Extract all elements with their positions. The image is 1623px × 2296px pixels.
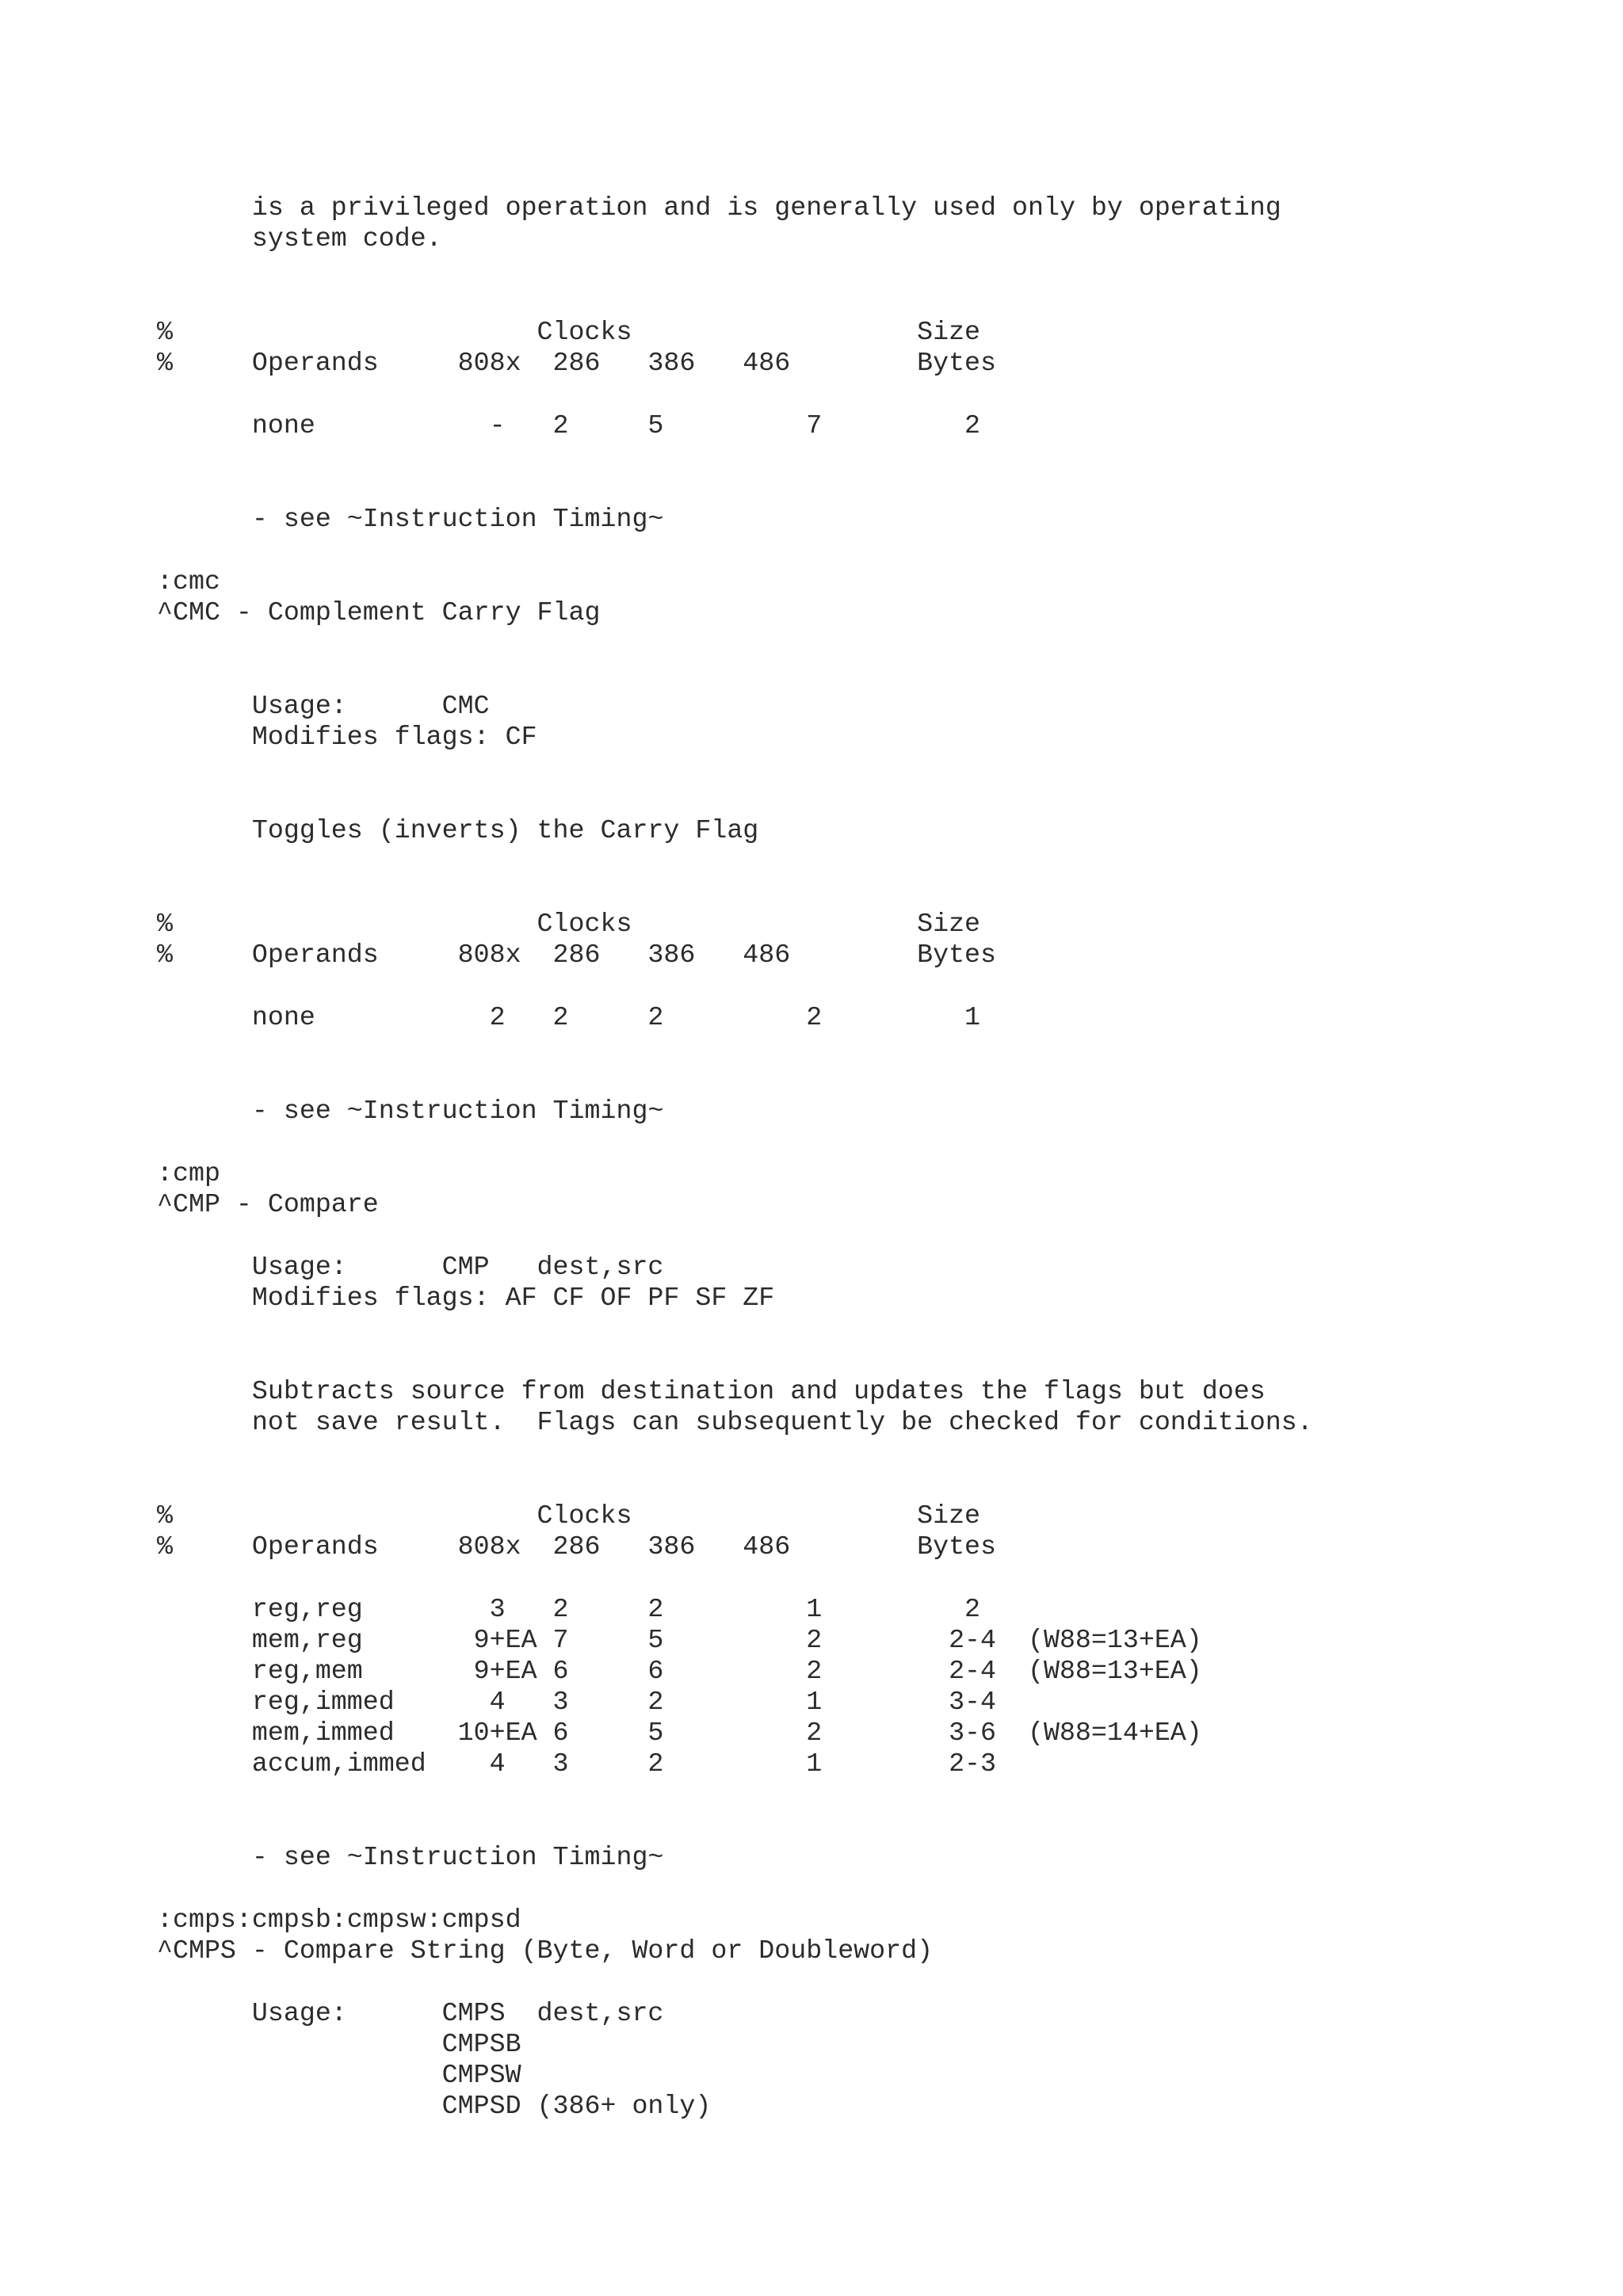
usage-line: CMPSD (386+ only) xyxy=(157,2091,712,2121)
description-line: Toggles (inverts) the Carry Flag xyxy=(157,815,759,845)
table-row: reg,reg 3 2 2 1 2 xyxy=(157,1594,981,1624)
topic-key: :cmc xyxy=(157,566,220,597)
table-row: reg,mem 9+EA 6 6 2 2-4 (W88=13+EA) xyxy=(157,1656,1202,1686)
see-also-link: - see ~Instruction Timing~ xyxy=(157,504,664,534)
usage-line: CMPSB xyxy=(157,2029,521,2059)
instruction-title: ^CMP - Compare xyxy=(157,1189,379,1219)
description-line: Subtracts source from destination and updates the flags but does xyxy=(157,1376,1266,1406)
topic-key: :cmps:cmpsb:cmpsw:cmpsd xyxy=(157,1905,521,1935)
usage-line: Usage: CMC xyxy=(157,691,490,721)
usage-line: CMPSW xyxy=(157,2060,521,2090)
text-line: system code. xyxy=(157,223,442,254)
usage-line: Usage: CMPS dest,src xyxy=(157,1998,664,2028)
table-header-operands: % Operands 808x 286 386 486 Bytes xyxy=(157,1531,997,1562)
table-header-operands: % Operands 808x 286 386 486 Bytes xyxy=(157,348,997,378)
instruction-title: ^CMPS - Compare String (Byte, Word or Doubleword) xyxy=(157,1936,934,1966)
instruction-title: ^CMC - Complement Carry Flag xyxy=(157,597,601,627)
table-header-clocks: % Clocks Size xyxy=(157,1501,981,1531)
description-line: not save result. Flags can subsequently be checked for conditions. xyxy=(157,1407,1313,1437)
table-row: accum,immed 4 3 2 1 2-3 xyxy=(157,1749,997,1779)
table-row: mem,reg 9+EA 7 5 2 2-4 (W88=13+EA) xyxy=(157,1625,1202,1655)
table-header-clocks: % Clocks Size xyxy=(157,317,981,347)
table-row: none - 2 5 7 2 xyxy=(157,410,981,441)
table-row: reg,immed 4 3 2 1 3-4 xyxy=(157,1687,997,1717)
text-line: is a privileged operation and is generally used only by operating xyxy=(157,193,1281,223)
see-also-link: - see ~Instruction Timing~ xyxy=(157,1842,664,1872)
modifies-flags-line: Modifies flags: AF CF OF PF SF ZF xyxy=(157,1283,775,1313)
table-header-clocks: % Clocks Size xyxy=(157,909,981,939)
table-row: none 2 2 2 2 1 xyxy=(157,1002,981,1032)
see-also-link: - see ~Instruction Timing~ xyxy=(157,1096,664,1126)
topic-key: :cmp xyxy=(157,1158,220,1188)
usage-line: Usage: CMP dest,src xyxy=(157,1252,664,1282)
modifies-flags-line: Modifies flags: CF xyxy=(157,722,537,752)
table-header-operands: % Operands 808x 286 386 486 Bytes xyxy=(157,940,997,970)
table-row: mem,immed 10+EA 6 5 2 3-6 (W88=14+EA) xyxy=(157,1718,1202,1748)
